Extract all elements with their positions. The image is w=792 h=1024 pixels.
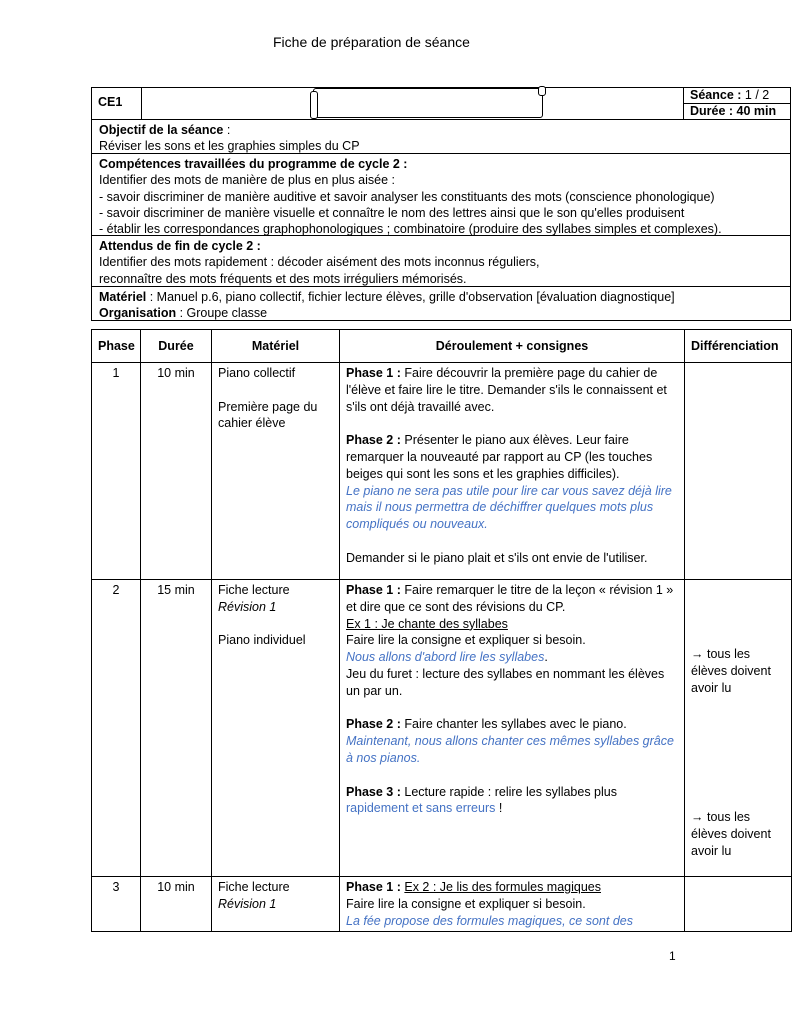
row3-phase1-label: Phase 1 : <box>346 880 401 894</box>
attendus-line: reconnaître des mots fréquents et des mots irréguliers mémorisés. <box>99 271 467 286</box>
attendus-block <box>91 235 791 287</box>
row2-phase2-text: Faire chanter les syllabes avec le piano. <box>404 717 627 732</box>
scroll-banner-shape <box>313 88 543 118</box>
row2-phase1-text: Faire remarquer le titre de la leçon « révision 1 » et dire que ce sont des révisions du CP. <box>346 583 674 614</box>
row3-deroulement <box>340 877 685 932</box>
materiel-block: Matériel : Manuel p.6, piano collectif, fichier lecture élèves, grille d'observation [évaluation diagnostique] Organisation : Groupe classe <box>91 286 791 321</box>
competences-line: - savoir discriminer de manière auditive et savoir analyser les constituants des mots (conscience phonologique) <box>99 189 715 204</box>
row2-materiel-a: Fiche lecture <box>218 583 290 597</box>
objectif-block: Objectif de la séance : Réviser les sons et les graphies simples du CP <box>91 119 791 154</box>
row3-duree: 10 min <box>141 877 212 932</box>
col-header-differenciation: Différenciation <box>685 330 792 363</box>
row2-phase: 2 <box>92 580 141 877</box>
duree-label: Durée : <box>690 104 737 118</box>
row1-materiel-a: Piano collectif <box>218 366 296 380</box>
organisation-text: Groupe classe <box>186 306 268 321</box>
row1-phase2-blue: Le piano ne sera pas utile pour lire car vous savez déjà lire mais il nous permettra de déchiffrer quelques mots plus compliqués ou nouveaux. <box>346 483 672 532</box>
row3-differenciation <box>685 877 792 932</box>
row2-consigne: Faire lire la consigne et expliquer si besoin. <box>346 633 586 648</box>
competences-block <box>91 153 791 236</box>
row1-phase1-label: Phase 1 : <box>346 366 401 380</box>
row3-materiel <box>212 877 340 932</box>
row2-diff-1: → tous les élèves doivent avoir lu <box>691 647 771 695</box>
row2-phase2-label: Phase 2 : <box>346 717 401 732</box>
duree-cell <box>683 103 791 120</box>
row1-differenciation <box>685 363 792 580</box>
duree-value: 40 min <box>736 104 777 118</box>
row3-phase: 3 <box>92 877 141 932</box>
row2-jeu: Jeu du furet : lecture des syllabes en nommant les élèves un par un. <box>346 666 665 698</box>
objectif-text: Réviser les sons et les graphies simples du CP <box>99 139 360 154</box>
row2-phase2-blue: Maintenant, nous allons chanter ces mêmes syllabes grâce à nos pianos. <box>346 734 674 765</box>
row2-materiel-a-italic: Révision 1 <box>218 599 277 614</box>
seance-value: 1 / 2 <box>744 88 770 102</box>
row2-phase3-blue: rapidement et sans erreurs <box>346 801 496 816</box>
materiel-label: Matériel <box>99 290 147 304</box>
attendus-label: Attendus de fin de cycle 2 : <box>99 239 261 253</box>
col-header-duree: Durée <box>141 330 212 363</box>
row2-differenciation <box>685 580 792 877</box>
row2-phase3-text: Lecture rapide : relire les syllabes plus <box>404 784 617 799</box>
row2-phase3-label: Phase 3 : <box>346 784 401 799</box>
row3-ex2: Ex 2 : Je lis des formules magiques <box>404 880 601 894</box>
row3-materiel-a: Fiche lecture <box>218 880 290 894</box>
row1-materiel <box>212 363 340 580</box>
row3-blue: La fée propose des formules magiques, ce sont des <box>346 913 633 928</box>
row1-materiel-b: Première page du cahier élève <box>218 399 318 431</box>
table-row <box>92 877 792 932</box>
table-row <box>92 363 792 580</box>
row2-phase3-end: ! <box>495 801 503 816</box>
row1-phase2-end: Demander si le piano plait et s'ils ont envie de l'utiliser. <box>346 550 648 565</box>
table-header-row <box>92 330 792 363</box>
row3-consigne: Faire lire la consigne et expliquer si besoin. <box>346 896 586 911</box>
row2-ex1: Ex 1 : Je chante des syllabes <box>346 616 508 631</box>
level-cell <box>91 87 142 120</box>
materiel-text: Manuel p.6, piano collectif, fichier lecture élèves, grille d'observation [évaluation diagnostique] <box>156 290 675 304</box>
row2-blue1: Nous allons d'abord lire les syllabes <box>346 650 545 665</box>
row3-materiel-a-italic: Révision 1 <box>218 896 277 911</box>
attendus-line: Identifier des mots rapidement : décoder aisément des mots inconnus réguliers, <box>99 255 540 270</box>
table-row <box>92 580 792 877</box>
document-title: Fiche de préparation de séance <box>273 34 470 50</box>
competences-label: Compétences travaillées du programme de cycle 2 : <box>99 157 408 171</box>
col-header-deroulement: Déroulement + consignes <box>340 330 685 363</box>
row1-phase: 1 <box>92 363 141 580</box>
row2-duree: 15 min <box>141 580 212 877</box>
competences-line: Identifier des mots de manière de plus en plus aisée : <box>99 173 396 188</box>
competences-line: - établir les correspondances graphophonologiques ; combinatoire (produire des syllabes simples et complexes). <box>99 222 722 237</box>
organisation-label: Organisation <box>99 306 177 321</box>
row2-materiel <box>212 580 340 877</box>
row1-phase1-text: Faire découvrir la première page du cahier de l'élève et faire lire le titre. Demander s'ils le connaissent et s'ils ont déjà travaillé avec. <box>346 366 667 414</box>
col-header-materiel: Matériel <box>212 330 340 363</box>
row1-duree: 10 min <box>141 363 212 580</box>
page-number: 1 <box>669 949 676 963</box>
level-label: CE1 <box>98 95 123 109</box>
row2-phase1-label: Phase 1 : <box>346 583 401 597</box>
competences-line: - savoir discriminer de manière visuelle et connaître le nom des lettres ainsi que le son qu'elles produisent <box>99 205 685 220</box>
row1-phase2-text: Présenter le piano aux élèves. Leur faire remarquer la nouveauté par rapport au CP (les touches beiges qui sont les sons et les graphies difficiles). <box>346 433 653 481</box>
seance-label: Séance : <box>690 88 745 102</box>
row2-materiel-b: Piano individuel <box>218 633 306 648</box>
col-header-phase: Phase <box>92 330 141 363</box>
objectif-label: Objectif de la séance <box>99 123 224 137</box>
row1-phase2-label: Phase 2 : <box>346 433 401 448</box>
row2-diff-2: → tous les élèves doivent avoir lu <box>691 810 771 858</box>
row2-deroulement: Phase 1 : Faire remarquer le titre de la leçon « révision 1 » et dire que ce sont des révisions du CP. Ex 1 : Je chante des syllabes Faire lire la consigne et expliquer si besoin. Nous allons d'abord lire les syllabes. Jeu du furet : lecture des syllabes en nommant les élèves un par un. Phase 2 : Faire chanter les syllabes avec le piano. Maintenant, nous allons chanter ces mêmes syllabes grâce à nos pianos. Phase 3 : Lecture rapide : relire les syllabes plus rapidement et sans erreurs ! <box>340 580 685 877</box>
seance-table <box>91 329 792 932</box>
row1-deroulement <box>340 363 685 580</box>
seance-cell <box>683 87 791 104</box>
